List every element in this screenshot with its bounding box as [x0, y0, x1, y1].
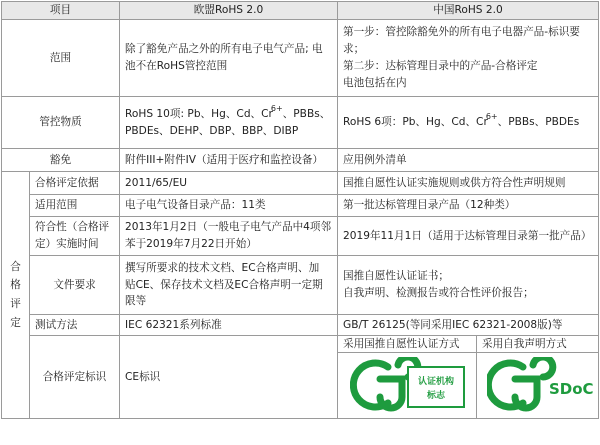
label-timing-line1: 符合性（合格评	[35, 221, 110, 234]
conformity-side-label	[2, 172, 30, 419]
side-char-1: 合	[10, 260, 21, 273]
label-timing	[30, 217, 120, 256]
label-marking: 合格评定标识	[30, 336, 120, 419]
label-scope: 范围	[2, 20, 120, 97]
label-substances: 管控物质	[2, 97, 120, 149]
cn-scope-cell	[338, 20, 599, 97]
eu-scope-line2: 池不在RoHS管控范围	[125, 60, 228, 72]
cn-scope-line3: 第二步：达标管理目录中的产品-合格评定	[343, 60, 538, 72]
eu-substances-line1	[125, 103, 332, 123]
header-eu-rohs: 欧盟RoHS 2.0	[120, 2, 338, 20]
eu-cr-superscript: 6+	[270, 103, 283, 113]
eu-substances-a: RoHS 10项: Pb、Hg、Cd、Cr	[125, 107, 273, 120]
cn-basis: 国推自愿性认证实施规则或供方符合性声明规则	[338, 172, 599, 195]
eu-timing-line1: 2013年1月2日（一般电子电气产品中4项邻	[125, 221, 332, 234]
eu-documents-line2: 贴CE、保存技术文档及EC合格声明一定期	[125, 278, 323, 291]
row-substances	[2, 97, 599, 149]
label-test-method: 测试方法	[30, 315, 120, 336]
header-row	[2, 2, 599, 20]
cn-documents-line1: 国推自愿性认证证书；	[343, 270, 449, 283]
cn-exemption: 应用例外清单	[338, 149, 599, 172]
cn-scope-line4: 电池包括在内	[343, 76, 407, 89]
eu-substances-line2: PBDEs、DEHP、DBP、BBP、DIBP	[125, 124, 299, 137]
row-marking	[2, 336, 599, 419]
eu-documents	[120, 256, 338, 315]
label-timing-line2: 定）实施时间	[35, 238, 99, 250]
eu-exemption: 附件III+附件IV（适用于医疗和监控设备）	[120, 149, 338, 172]
cn-cert-mark-heading: 采用国推自愿性认证方式	[338, 336, 476, 353]
eu-documents-line1: 撰写所要求的技术文档、EC合格声明、加	[125, 261, 320, 274]
eu-substances-b: 、PBBs、	[282, 107, 331, 120]
cn-timing: 2019年11月1日（适用于达标管理目录第一批产品）	[338, 217, 599, 256]
label-basis: 合格评定依据	[30, 172, 120, 195]
cn-self-mark-heading: 采用自我声明方式	[477, 336, 598, 353]
cn-substances-cell	[338, 97, 599, 149]
cert-box-line1: 认证机构	[417, 377, 455, 387]
eu-applicability: 电子电气设备目录产品：11类	[120, 195, 338, 217]
cn-scope-line2: 求；	[343, 43, 365, 56]
row-timing	[2, 217, 599, 256]
cn-substances-a: RoHS 6项：Pb、Hg、Cd、Cr	[343, 116, 488, 129]
cn-documents	[338, 256, 599, 315]
row-exemption	[2, 149, 599, 172]
eu-scope-cell	[120, 20, 338, 97]
label-applicability: 适用范围	[30, 195, 120, 217]
eu-marking: CE标识	[120, 336, 338, 419]
cn-cr-superscript: 6+	[485, 112, 498, 122]
cn-sdoc-mark-icon	[487, 357, 597, 415]
label-documents: 文件要求	[30, 256, 120, 315]
row-scope	[2, 20, 599, 97]
cn-applicability: 第一批达标管理目录产品（12种类）	[338, 195, 599, 217]
cn-test-method: GB/T 26125(等同采用IEC 62321-2008版)等	[338, 315, 599, 336]
cn-cert-mark-icon	[350, 357, 470, 415]
row-conformity-basis	[2, 172, 599, 195]
eu-documents-line3: 限等	[125, 295, 147, 308]
eu-substances-cell	[120, 97, 338, 149]
cn-scope-line1: 第一步：管控除豁免外的所有电子电器产品-标识要	[343, 26, 580, 39]
eu-timing	[120, 217, 338, 256]
cn-marking-cell	[338, 336, 599, 419]
cn-substances-b: 、PBBs、PBDEs	[497, 116, 580, 129]
eu-timing-line2: 苯于2019年7月22日开始）	[125, 238, 257, 250]
side-char-4: 定	[10, 316, 21, 329]
eu-test-method: IEC 62321系列标准	[120, 315, 338, 336]
eu-scope-line1: 除了豁免产品之外的所有电子电气产品; 电	[125, 43, 323, 56]
rohs-comparison-table	[1, 1, 599, 419]
side-char-2: 格	[10, 279, 21, 292]
cn-cert-mark-area	[338, 336, 477, 418]
header-china-rohs: 中国RoHS 2.0	[338, 2, 599, 20]
cn-self-declaration-area	[477, 336, 598, 418]
sdoc-label: SDoC	[549, 380, 594, 398]
eu-basis: 2011/65/EU	[120, 172, 338, 195]
row-test-method	[2, 315, 599, 336]
row-applicability	[2, 195, 599, 217]
cn-documents-line2: 自我声明、检测报告或符合性评价报告；	[343, 287, 534, 299]
header-item: 项目	[2, 2, 120, 20]
cert-box-line2: 标志	[426, 391, 446, 401]
label-exemption: 豁免	[2, 149, 120, 172]
side-char-3: 评	[10, 298, 21, 310]
row-documents	[2, 256, 599, 315]
